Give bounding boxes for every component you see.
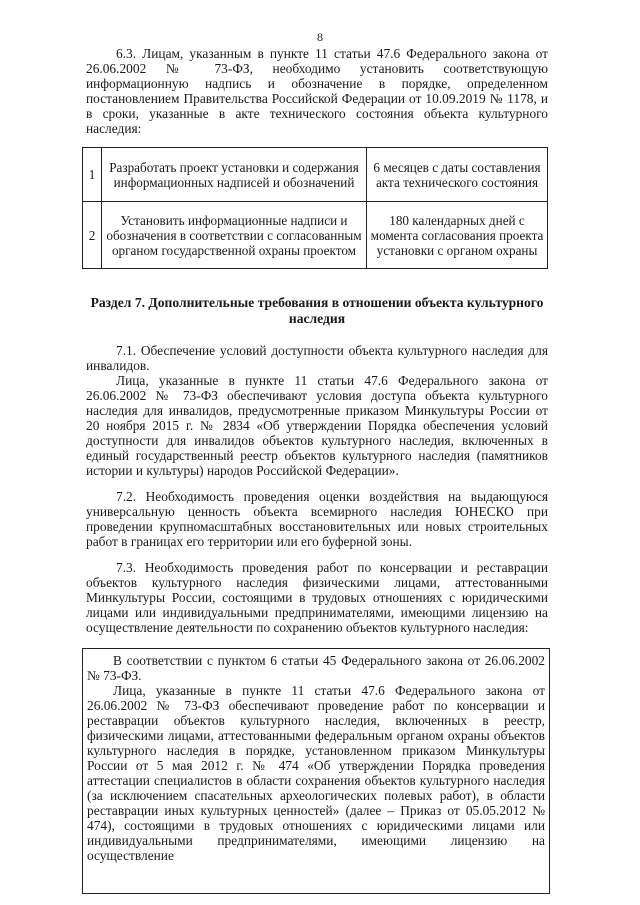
paragraph-7-2: 7.2. Необходимость проведения оценки воздействия на выдающуюся универсальную ценность объекта всемирного наследия ЮНЕСКО при проведении крупномасштабных восстановительных или новых строительных работ в границах его территории или его буферной зоны. (86, 489, 548, 549)
requirements-table (82, 147, 548, 269)
section-title: Раздел 7. Дополнительные требования в отношении объекта культурного наследия (90, 295, 544, 326)
row-number: 1 (83, 148, 102, 202)
paragraph-7-1-body: Лица, указанные в пункте 11 статьи 47.6 Федерального закона от 26.06.2002 № 73-ФЗ обеспечивают условия доступа объекта культурного наследия для инвалидов, предусмотренные приказом Минкультуры России от 20 ноября 2015 г. № 2834 «Об утверждении Порядка обеспечения условий доступности для инвалидов объектов культурного наследия, включенных в единый государственный реестр объектов культурного наследия (памятников истории и культуры) народов Российской Федерации». (86, 373, 548, 478)
table-row (83, 148, 548, 202)
page-number: 8 (317, 30, 323, 44)
note-box-paragraph: Лица, указанные в пункте 11 статьи 47.6 Федерального закона от 26.06.2002 № 73-ФЗ обеспечивают проведение работ по консервации и реставрации объектов культурного наследия, включенных в реестр, физическими лицами, аттестованными федеральным органом охраны объектов культурного наследия в порядке, установленном приказом Минкультуры России от 5 мая 2012 г. № 474 «Об утверждении Порядка проведения аттестации специалистов в области сохранения объектов культурного наследия (за исключением спасательных археологических полевых работ), в области реставрации иных культурных ценностей» (далее – Приказ от 05.05.2012 № 474), состоящими в трудовых отношениях с юридическими лицами или индивидуальными предпринимателями, имеющими лицензию на осуществление (87, 683, 545, 863)
row-task: Установить информационные надписи и обозначения в соответствии с согласованным органом государственной охраны проектом (102, 202, 367, 269)
table-row (83, 202, 548, 269)
paragraph-6-3: 6.3. Лицам, указанным в пункте 11 статьи 47.6 Федерального закона от 26.06.2002 № 73-ФЗ, необходимо установить соответствующую информационную надпись и обозначение в порядке, определенном постановлением Правительства Российской Федерации от 10.09.2019 № 1178, и в сроки, указанные в акте технического состояния объекта культурного наследия: (86, 46, 548, 136)
note-box-paragraph: В соответствии с пунктом 6 статьи 45 Федерального закона от 26.06.2002 № 73-ФЗ. (87, 653, 545, 683)
paragraph-7-1: 7.1. Обеспечение условий доступности объекта культурного наследия для инвалидов. (86, 343, 548, 373)
note-box (82, 648, 550, 894)
row-task: Разработать проект установки и содержания информационных надписей и обозначений (102, 148, 367, 202)
row-deadline: 6 месяцев с даты составления акта технического состояния (367, 148, 548, 202)
row-number: 2 (83, 202, 102, 269)
row-deadline: 180 календарных дней с момента согласования проекта установки с органом охраны (367, 202, 548, 269)
document-body (86, 46, 548, 894)
paragraph-7-3: 7.3. Необходимость проведения работ по консервации и реставрации объектов культурного наследия физическими лицами, аттестованными Минкультуры России, состоящими в трудовых отношениях с юридическими лицами или индивидуальными предпринимателями, имеющими лицензию на осуществление деятельности по сохранению объектов культурного наследия: (86, 560, 548, 635)
